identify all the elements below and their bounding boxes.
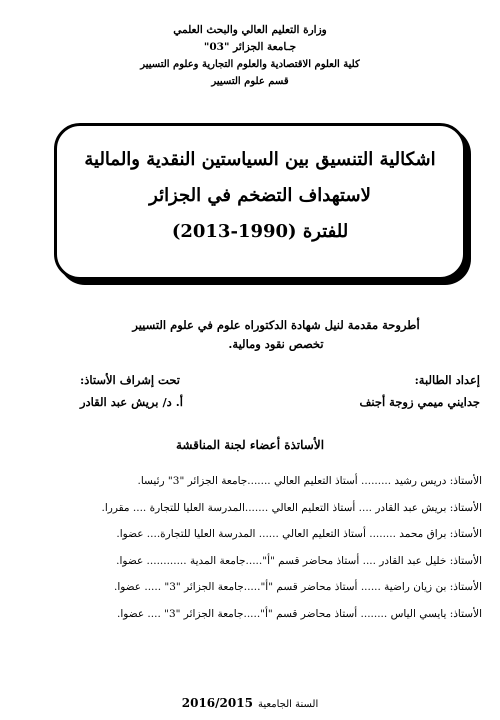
ministry-name: وزارة التعليم العالي والبحث العلمي [173, 24, 327, 36]
committee-members-list [12, 468, 482, 627]
committee-title: الأساتذة أعضاء لجنة المناقشة [175, 438, 325, 452]
thesis-title-line-1: اشكالية التنسيق بين السياستين النقدية والمالية [84, 149, 436, 170]
committee-member: الأستاذ: دريس رشيد ......... أستاذ التعليم العالي .......جامعة الجزائر "3" رئيسا. [137, 475, 482, 487]
student-name: جدايني ميمي زوجة أجنف [359, 395, 480, 409]
thesis-title-line-3: للفترة (1990-2013) [171, 221, 349, 242]
university-name: جـامعة الجزائر "03" [203, 41, 297, 53]
supervisor-name: أ. د/ بريش عبد القادر [80, 395, 184, 409]
committee-member: الأستاذ: براق محمد ........ أستاذ التعليم العالي ...... المدرسة العليا للتجارة.... عضوا. [116, 528, 482, 540]
thesis-description [76, 316, 476, 354]
student-label: إعداد الطالبة: [414, 373, 480, 387]
academic-year-label: السنة الجامعية [258, 699, 319, 710]
institution-header [0, 22, 500, 90]
title-box [54, 123, 466, 280]
committee-member: الأستاذ: بن زيان راضية ...... أستاذ محاضر قسم "أ".....جامعة الجزائر "3" ..... عضوا. [113, 581, 482, 593]
thesis-title-line-2: لاستهداف التضخم في الجزائر [149, 185, 371, 206]
committee-member: الأستاذ: بريش عبد القادر .... أستاذ التعليم العالي .......المدرسة العليا للتجارة .... مقررا. [101, 501, 482, 514]
supervisor-label: تحت إشراف الأستاذ: [80, 373, 180, 387]
committee-member: الأستاذ: يايسي الياس ........ أستاذ محاضر قسم "أ".....جامعة الجزائر "3" .... عضوا. [117, 607, 482, 620]
academic-year-value: 2016/2015 [181, 696, 253, 710]
specialization: تخصص نقود ومالية. [228, 337, 324, 351]
academic-year [0, 692, 500, 711]
faculty-name: كلية العلوم الاقتصادية والعلوم التجارية وعلوم التسيير [140, 59, 360, 70]
degree-statement: أطروحة مقدمة لنيل شهادة الدكتوراه علوم في علوم التسيير [132, 318, 420, 332]
committee-member: الأستاذ: خليل عبد القادر .... أستاذ محاضر قسم "أ".....جامعة المدية ............ عضوا. [116, 554, 482, 567]
department-name: قسم علوم التسيير [211, 76, 289, 87]
